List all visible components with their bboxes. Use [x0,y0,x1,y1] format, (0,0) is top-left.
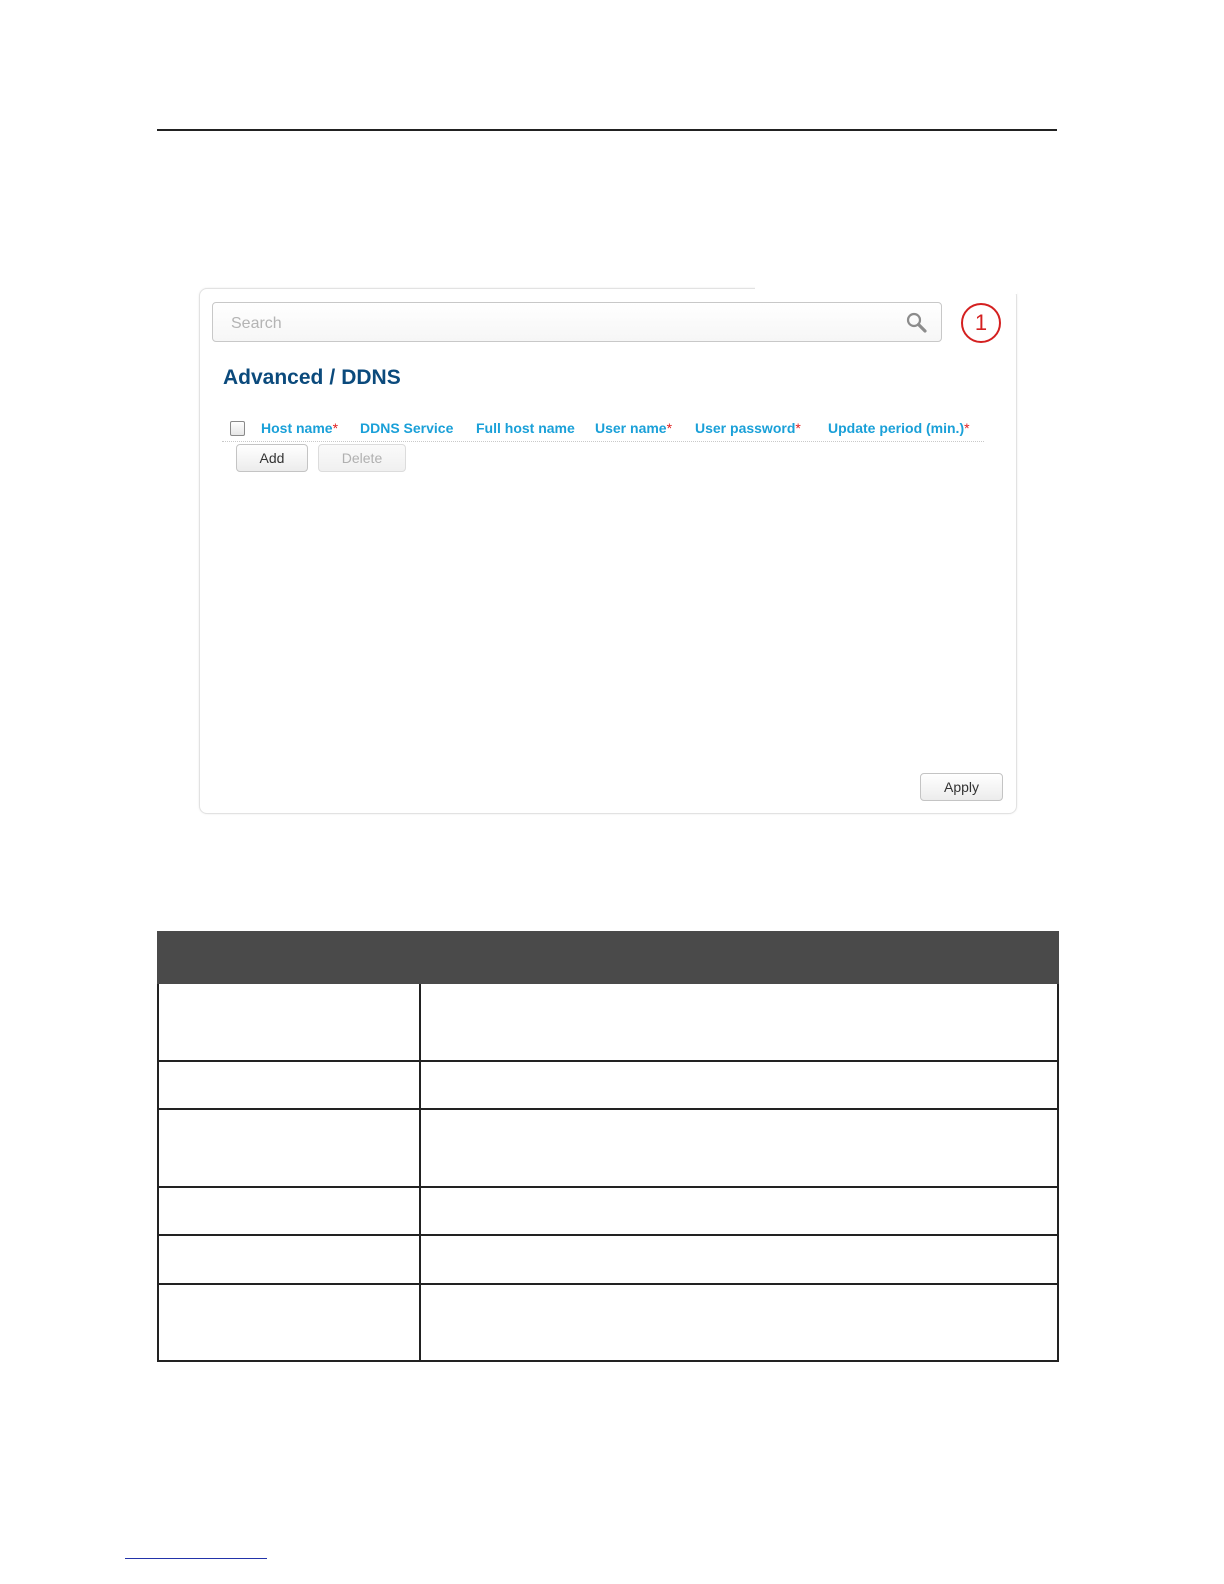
required-marker: * [964,420,970,436]
description-cell [420,983,1058,1061]
column-full-host-name[interactable]: Full host name [476,420,575,436]
parameter-cell [158,983,420,1061]
callout-marker: 1 [961,303,1001,343]
required-marker: * [795,420,801,436]
table-row [158,1061,1058,1109]
ddns-table-header [222,419,984,442]
footnote-rule [125,1558,267,1559]
table-header-cell [420,932,1058,983]
table-row [158,983,1058,1061]
breadcrumb-separator: / [329,366,336,389]
column-user-name[interactable]: User name* [595,420,673,436]
breadcrumb-current: DDNS [341,366,401,389]
description-cell [420,1109,1058,1187]
search-field[interactable] [212,302,942,342]
column-host-name[interactable]: Host name* [261,420,339,436]
column-user-password[interactable]: User password* [695,420,801,436]
panel-top-edge-cut [755,280,1017,294]
table-header-cell [158,932,420,983]
description-cell [420,1235,1058,1284]
parameter-cell [158,1061,420,1109]
breadcrumb-parent[interactable]: Advanced [223,366,324,389]
column-update-period[interactable]: Update period (min.)* [828,420,970,436]
parameter-cell [158,1284,420,1361]
parameter-cell [158,1187,420,1235]
table-row [158,1284,1058,1361]
parameter-cell [158,1109,420,1187]
search-icon[interactable] [905,311,929,335]
search-input[interactable] [229,311,893,337]
add-button[interactable]: Add [236,444,308,472]
parameter-cell [158,1235,420,1284]
description-cell [420,1061,1058,1109]
table-header-row [158,932,1058,983]
apply-button[interactable]: Apply [920,773,1003,801]
select-all-checkbox[interactable] [230,421,245,436]
required-marker: * [666,420,673,436]
breadcrumb [223,366,401,390]
table-row [158,1187,1058,1235]
table-row [158,1109,1058,1187]
parameter-description-table [157,931,1059,1362]
required-marker: * [332,420,339,436]
column-ddns-service[interactable]: DDNS Service [360,420,454,436]
description-cell [420,1187,1058,1235]
page-header-rule [157,129,1057,131]
table-row [158,1235,1058,1284]
delete-button[interactable]: Delete [318,444,406,472]
description-cell [420,1284,1058,1361]
